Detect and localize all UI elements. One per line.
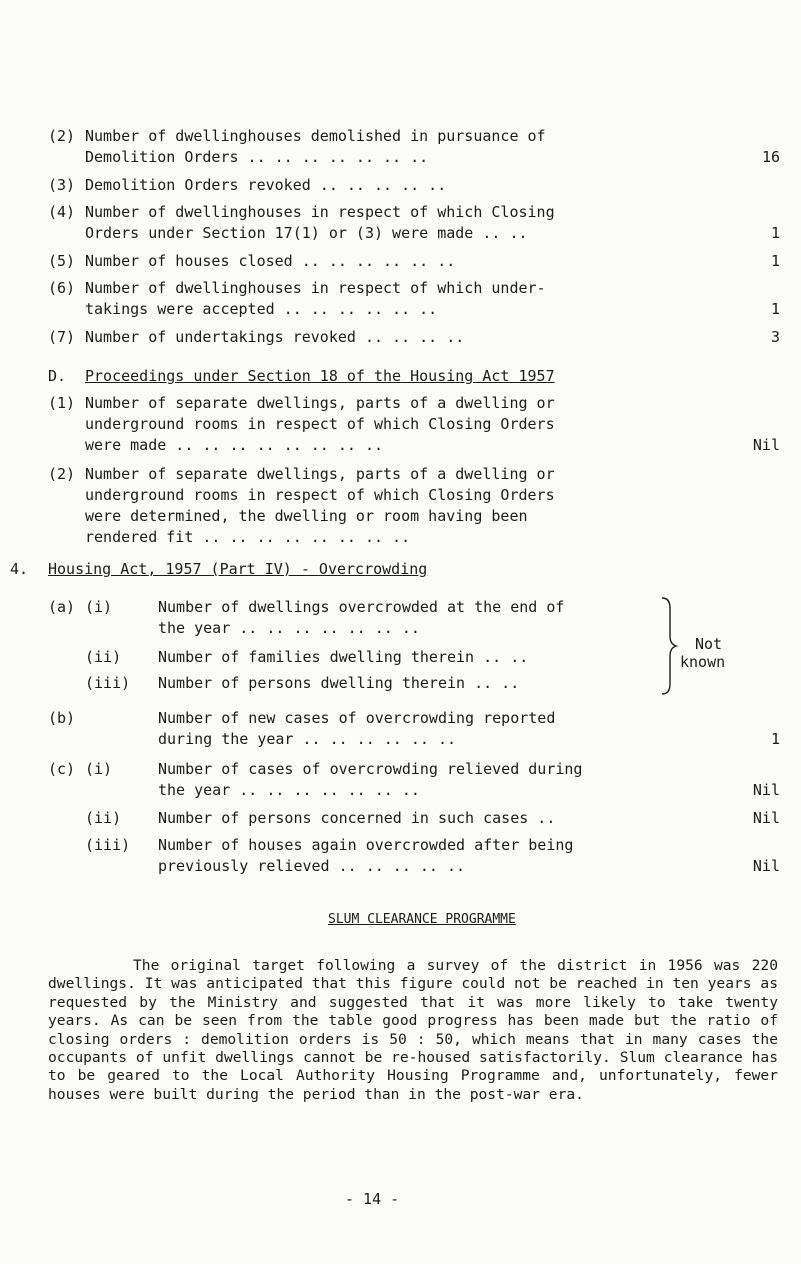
item-c6-line1: Number of dwellinghouses in respect of which under- xyxy=(85,279,546,297)
item-4c-iii-number: (iii) xyxy=(85,836,131,854)
item-4a-iii-line1: Number of persons dwelling therein .. .. xyxy=(158,674,520,692)
item-4c-iii-line1: Number of houses again overcrowded after being xyxy=(158,836,574,854)
item-4c-i-number: (i) xyxy=(85,760,113,778)
item-c4-line1: Number of dwellinghouses in respect of which Closing xyxy=(85,203,555,221)
section-d-heading: Proceedings under Section 18 of the Housing Act 1957 xyxy=(85,367,555,385)
item-4a-value-line2: known xyxy=(680,653,726,671)
item-c7-number: (7) xyxy=(48,328,76,346)
item-4a-i-number: (i) xyxy=(85,598,113,616)
item-4b-value: 1 xyxy=(770,730,780,748)
brace-icon xyxy=(660,596,678,696)
item-4c-ii-line1: Number of persons concerned in such cases .. xyxy=(158,809,556,827)
section-d-letter: D. xyxy=(48,367,67,385)
item-c7-value: 3 xyxy=(770,328,780,346)
item-c5-value: 1 xyxy=(770,252,780,270)
item-d1-line1: Number of separate dwellings, parts of a dwelling or xyxy=(85,394,555,412)
item-c3-line1: Demolition Orders revoked .. .. .. .. .. xyxy=(85,176,447,194)
section-4-heading: Housing Act, 1957 (Part IV) - Overcrowding xyxy=(48,560,428,578)
item-4c-ii-value: Nil xyxy=(752,809,780,827)
section-4-number: 4. xyxy=(10,560,29,578)
slum-clearance-heading: SLUM CLEARANCE PROGRAMME xyxy=(328,912,516,927)
item-c6-number: (6) xyxy=(48,279,76,297)
item-4a-i-line1: Number of dwellings overcrowded at the end of xyxy=(158,598,565,616)
item-c5-number: (5) xyxy=(48,252,76,270)
item-d1-value: Nil xyxy=(752,436,780,454)
item-d2-line3: were determined, the dwelling or room having been xyxy=(85,507,528,525)
item-d2-number: (2) xyxy=(48,465,76,483)
item-d2-line4: rendered fit .. .. .. .. .. .. .. .. xyxy=(85,528,411,546)
section-4a-label: (a) xyxy=(48,598,76,616)
item-4a-ii-number: (ii) xyxy=(85,648,122,666)
item-4a-iii-number: (iii) xyxy=(85,674,131,692)
item-d1-line3: were made .. .. .. .. .. .. .. .. xyxy=(85,436,384,454)
item-d2-line1: Number of separate dwellings, parts of a dwelling or xyxy=(85,465,555,483)
item-c4-number: (4) xyxy=(48,203,76,221)
item-d1-line2: underground rooms in respect of which Closing Orders xyxy=(85,415,555,433)
item-4c-i-value: Nil xyxy=(752,781,780,799)
item-c7-line1: Number of undertakings revoked .. .. .. .. xyxy=(85,328,465,346)
item-4a-value-line1: Not xyxy=(695,635,723,653)
item-d2-line2: underground rooms in respect of which Closing Orders xyxy=(85,486,555,504)
item-d1-number: (1) xyxy=(48,394,76,412)
item-c2-number: (2) xyxy=(48,127,76,145)
item-c6-line2: takings were accepted .. .. .. .. .. .. xyxy=(85,300,438,318)
item-c2-line2: Demolition Orders .. .. .. .. .. .. .. xyxy=(85,148,429,166)
item-4b-line1: Number of new cases of overcrowding reported xyxy=(158,709,556,727)
item-4b-line2: during the year .. .. .. .. .. .. xyxy=(158,730,457,748)
item-c3-number: (3) xyxy=(48,176,76,194)
item-c4-value: 1 xyxy=(770,224,780,242)
item-4a-ii-line1: Number of families dwelling therein .. .. xyxy=(158,648,529,666)
section-4c-label: (c) xyxy=(48,760,76,778)
item-c2-line1: Number of dwellinghouses demolished in pursuance of xyxy=(85,127,546,145)
item-4c-iii-line2: previously relieved .. .. .. .. .. xyxy=(158,857,466,875)
slum-clearance-paragraph: The original target following a survey of the district in 1956 was 220 dwellings. It was anticipated that this figure could not be reached in ten years as requested by the Ministry and suggested that it was more likely to take twenty years. As can be seen from the table good progress has been made but the ratio of closing orders : demolition orders is 50 : 50, which means that in many cases the occupants of unfit dwellings cannot be re-housed satisfactorily. Slum clearance has to be geared to the Local Authority Housing Programme and, unfortunately, fewer houses were built during the period than in the post-war era. xyxy=(48,957,778,1103)
item-4c-i-line2: the year .. .. .. .. .. .. .. xyxy=(158,781,420,799)
item-c6-value: 1 xyxy=(770,300,780,318)
section-4b-label: (b) xyxy=(48,709,76,727)
item-c5-line1: Number of houses closed .. .. .. .. .. .. xyxy=(85,252,456,270)
item-4c-i-line1: Number of cases of overcrowding relieved during xyxy=(158,760,583,778)
page-number: - 14 - xyxy=(345,1190,400,1208)
item-4c-ii-number: (ii) xyxy=(85,809,122,827)
item-c4-line2: Orders under Section 17(1) or (3) were made .. .. xyxy=(85,224,528,242)
item-4a-i-line2: the year .. .. .. .. .. .. .. xyxy=(158,619,420,637)
item-4c-iii-value: Nil xyxy=(752,857,780,875)
item-c2-value: 16 xyxy=(761,148,780,166)
